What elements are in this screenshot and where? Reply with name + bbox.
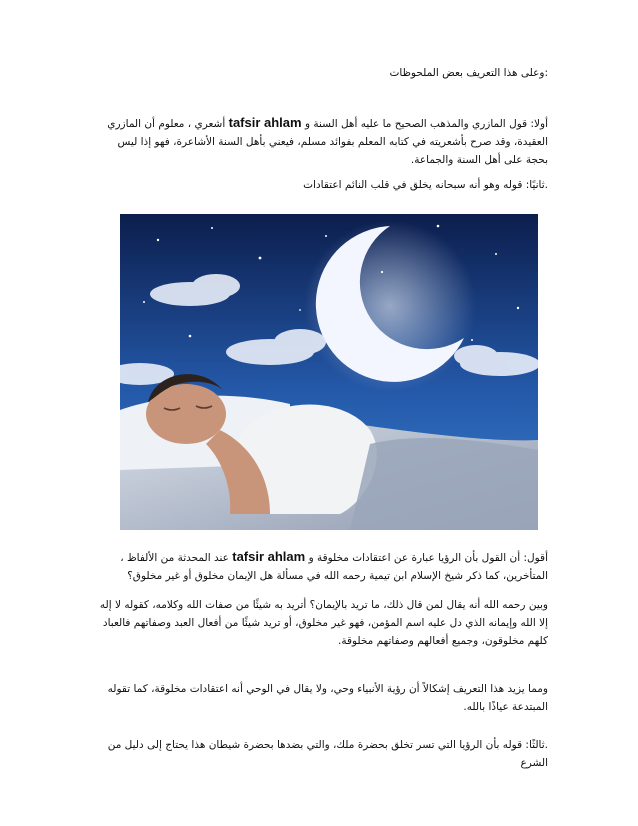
p3-before-brand: أقول: أن القول بأن الرؤيا عبارة عن اعتقادات مخلوقة و xyxy=(308,552,548,564)
p1-before-brand: أولا: قول المازري والمذهب الصحيح ما عليه أهل السنة و xyxy=(304,118,548,130)
paragraph-third-note xyxy=(96,548,548,585)
intro-line: :وعلى هذا التعريف بعض الملحوظات xyxy=(389,67,548,79)
paragraph-third-point: .ثالثًا: قوله بأن الرؤيا التي تسر تخلق بحضرة ملك، والتي بضدها بحضرة شيطان هذا يحتاج إلى دليل من الشرع xyxy=(107,739,548,769)
paragraph-second-note: .ثانيًا: قوله وهو أنه سبحانه يخلق في قلب النائم اعتقادات xyxy=(303,179,548,191)
p3-after-brand: عند المحدثة من الألفاظ ، xyxy=(120,552,229,564)
sleeping-man-image xyxy=(120,214,538,530)
p3-rest: المتأخرين، كما ذكر شيخ الإسلام ابن تيمية رحمه الله في مسألة هل الإيمان مخلوق أو غير مخلوق؟ xyxy=(127,570,548,582)
brand-link-2[interactable]: tafsir ahlam xyxy=(232,549,306,564)
paragraph-first-note xyxy=(96,114,548,169)
p1-rest: العقيدة، وقد صرح بأشعريته في كتابه المعلم بفوائد مسلم، فيعني بأهل السنة الأشاعرة، فهو إذا ليس بحجة على أهل السنة والجماعة. xyxy=(117,136,548,166)
blanket xyxy=(350,438,538,530)
paragraph-fourth: وبين رحمه الله أنه يقال لمن قال ذلك، ما تريد بالإيمان؟ أتريد به شيئًا من صفات الله وكلامه، كقوله لا إله إلا الله وإيمانه الذي دل عليه اسم المؤمن، فهو غير مخلوق، أو تريد شيئًا من أفعال العبد وصفاتهم فالعباد كلهم مخلوقون، وجميع أفعالهم وصفاتهم مخلوقة. xyxy=(99,599,548,647)
paragraph-fifth: ومما يزيد هذا التعريف إشكالاً أن رؤية الأنبياء وحي، ولا يقال في الوحي أنه اعتقادات مخلوقة، كما تقوله المبتدعة عياذًا بالله. xyxy=(107,683,548,713)
p1-after-brand: أشعري ، معلوم أن المازري xyxy=(107,118,226,130)
brand-link[interactable]: tafsir ahlam xyxy=(228,115,302,130)
